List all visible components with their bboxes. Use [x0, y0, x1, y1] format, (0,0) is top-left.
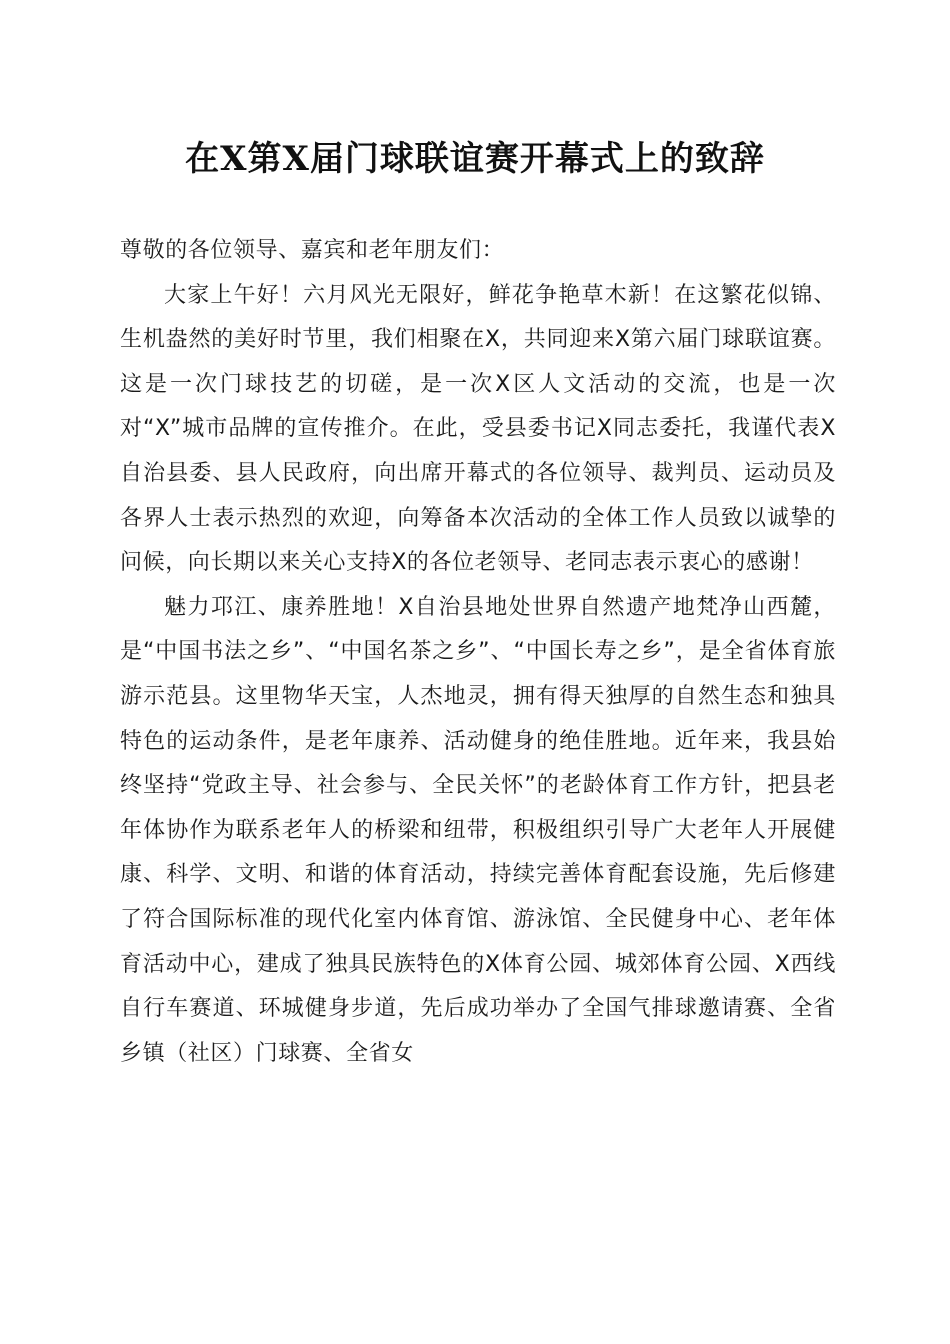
paragraph-2: 魅力邛江、康养胜地！X自治县地处世界自然遗产地梵净山西麓，是“中国书法之乡”、“中国名茶之乡”、“中国长寿之乡”，是全省体育旅游示范县。这里物华天宝，人杰地灵，拥有得天独厚的自然生态和独具特色的运动条件，是老年康养、活动健身的绝佳胜地。近年来，我县始终坚持“党政主导、社会参与、全民关怀”的老龄体育工作方针，把县老年体协作为联系老年人的桥梁和纽带，积极组织引导广大老年人开展健康、科学、文明、和谐的体育活动，持续完善体育配套设施，先后修建了符合国际标准的现代化室内体育馆、游泳馆、全民健身中心、老年体育活动中心，建成了独具民族特色的X体育公园、城郊体育公园、X西线自行车赛道、环城健身步道，先后成功举办了全国气排球邀请赛、全省乡镇（社区）门球赛、全省女 [120, 594, 836, 1066]
document-body [120, 229, 836, 1076]
salutation: 尊敬的各位领导、嘉宾和老年朋友们： [120, 238, 505, 263]
paragraph-1: 大家上午好！六月风光无限好，鲜花争艳草木新！在这繁花似锦、生机盎然的美好时节里，我们相聚在X，共同迎来X第六届门球联谊赛。这是一次门球技艺的切磋，是一次X区人文活动的交流，也是一次对“X”城市品牌的宣传推介。在此，受县委书记X同志委托，我谨代表X自治县委、县人民政府，向出席开幕式的各位领导、裁判员、运动员及各界人士表示热烈的欢迎，向筹备本次活动的全体工作人员致以诚挚的问候，向长期以来关心支持X的各位老领导、老同志表示衷心的感谢！ [120, 282, 836, 576]
document-title: 在X第X届门球联谊赛开幕式上的致辞 [185, 139, 765, 179]
